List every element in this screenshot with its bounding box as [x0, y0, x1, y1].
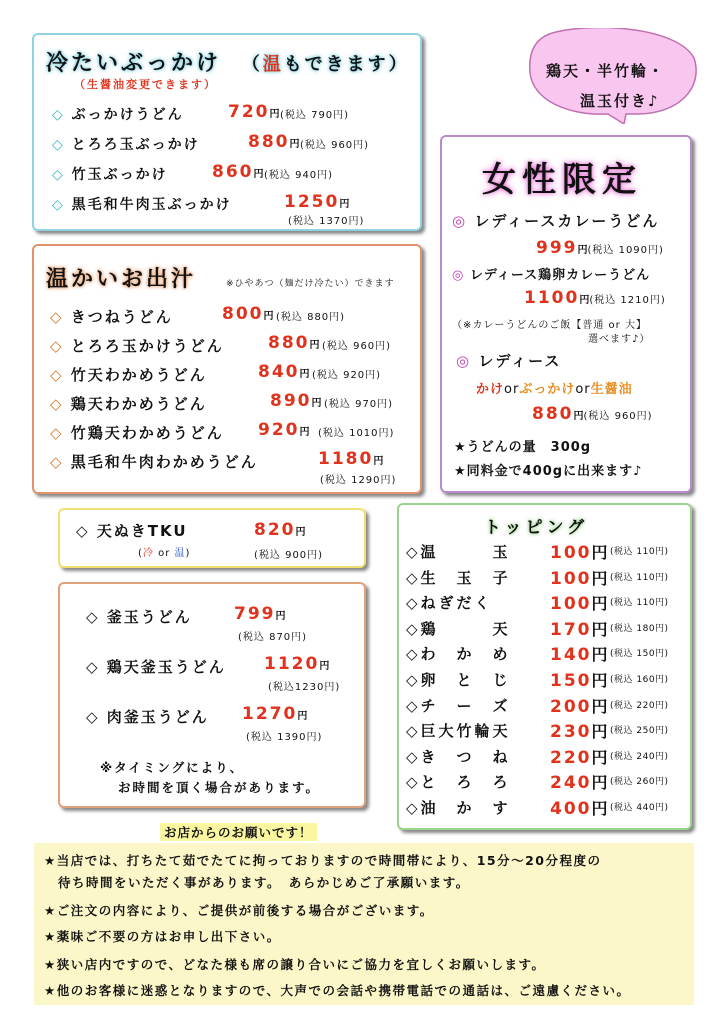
hot-item-name	[50, 364, 207, 385]
cold-item-tax: (税込 790円)	[280, 110, 350, 121]
topping-item-tax: (税込 150円)	[610, 649, 669, 660]
topping-item-tax: (税込 240円)	[610, 751, 669, 762]
kamatama-note1: ※タイミングにより、	[100, 760, 245, 775]
price-value: 100	[550, 568, 592, 589]
topping-item-name: ◇と ろ ろ	[406, 773, 511, 792]
price-value: 230	[550, 722, 592, 743]
notice-line2: 待ち時間をいただく事があります。 あらかじめご了承願います。	[58, 875, 470, 890]
price-value: 200	[550, 696, 592, 717]
topping-item-name: ◇巨大竹輪天	[406, 722, 511, 741]
hot-item-name	[50, 335, 224, 356]
price-value: 400	[550, 799, 592, 819]
hot-item-label: 竹鶏天わかめうどん	[70, 424, 224, 442]
topping-item-price	[550, 566, 610, 589]
tku-temp-options: (冷 or 温)	[138, 548, 191, 559]
yen-label: 円	[319, 661, 330, 672]
hot-title: 温かいお出汁	[46, 267, 197, 292]
diamond-icon: ◇	[86, 658, 100, 676]
notice-line1: ★当店では、打ちたて茹でたてに拘っておりますので時間帯により、15分～20分程度の	[44, 853, 602, 868]
kamatama-item-tax: (税込 870円)	[238, 632, 308, 643]
topping-item-price	[550, 668, 610, 691]
price-value: 1270	[242, 704, 298, 724]
kamatama-item-price	[242, 704, 307, 724]
cold-item-name	[52, 164, 168, 184]
diamond-icon: ◇	[50, 453, 64, 471]
topping-item-tax: (税込 250円)	[610, 726, 669, 737]
hot-item-label: きつねうどん	[70, 308, 173, 326]
topping-item-tax: (税込 440円)	[610, 803, 669, 813]
yen-label: 円	[591, 722, 610, 742]
yen-label: 円	[591, 594, 610, 614]
ladies-item3-price: 880円(税込 960円)	[532, 404, 653, 424]
yen-label: 円	[591, 696, 610, 716]
cold-item-label: ぶっかけうどん	[71, 107, 184, 123]
price-value: 890	[270, 391, 312, 411]
diamond-icon: ◇	[50, 337, 64, 355]
notice-line6: ★他のお客様に迷惑となりますので、大声での会話や携帯電話での通話は、ご遠慮ください。	[44, 983, 631, 998]
cold-item-price	[228, 102, 280, 122]
yen-label: 円	[309, 340, 320, 351]
topping-item-price	[550, 770, 610, 793]
topping-item-tax: (税込 160円)	[610, 675, 669, 685]
yen-label: 円	[591, 773, 610, 793]
price-value: 1120	[264, 654, 320, 674]
kamatama-item-price	[264, 654, 329, 674]
notice-line3: ★ご注文の内容により、ご提供が前後する場合がございます。	[44, 903, 434, 918]
hot-item-price	[258, 420, 310, 440]
topping-item-name: ◇卵 と じ	[406, 671, 511, 689]
hot-item-label: 黒毛和牛肉わかめうどん	[70, 453, 258, 471]
topping-item-name: ◇鶏 天	[406, 619, 511, 638]
yen-label: 円	[591, 619, 610, 639]
tku-tax: (税込 900円)	[254, 550, 324, 561]
yen-label: 円	[591, 543, 610, 562]
diamond-icon: ◇	[86, 708, 100, 726]
hot-item-tax: (税込 960円)	[322, 341, 392, 352]
diamond-icon: ◇	[50, 395, 64, 413]
diamond-icon: ◇	[50, 424, 64, 442]
hot-item-tax: (税込 970円)	[324, 399, 394, 410]
topping-item-name: ◇わ か め	[406, 645, 511, 664]
yen-label: 円	[591, 747, 610, 767]
diamond-icon: ◇	[86, 608, 100, 626]
yen-label: 円	[591, 568, 610, 588]
diamond-icon: ◇	[52, 137, 65, 153]
kamatama-item-price	[234, 604, 286, 624]
diamond-icon: ◇	[52, 167, 65, 183]
cold-item-price	[248, 132, 300, 152]
cold-item-label: とろろ玉ぶっかけ	[71, 137, 200, 153]
price-value: 880	[268, 333, 310, 353]
price-value: 860	[212, 162, 254, 182]
price-value: 799	[234, 604, 276, 624]
cold-title	[46, 46, 410, 77]
yen-label: 円	[275, 611, 286, 622]
topping-item-price	[550, 642, 610, 665]
yen-label: 円	[339, 199, 350, 210]
notice-heading: お店からのお願いです！	[160, 823, 317, 841]
diamond-icon: ◇	[50, 366, 64, 384]
kamatama-item-name	[86, 656, 226, 677]
yen-label: 円	[591, 799, 610, 818]
hot-item-name	[50, 306, 173, 327]
topping-item-price	[550, 540, 610, 563]
ladies-item3-options: かけorぶっかけor生醤油	[476, 382, 633, 397]
hot-item-tax: (税込 1010円)	[318, 428, 395, 439]
topping-item-tax: (税込 110円)	[610, 572, 669, 583]
cold-item-tax: (税込 940円)	[264, 170, 334, 181]
diamond-icon: ◇	[52, 197, 65, 213]
ladies-amount2: ★同料金で400gに出来ます♪	[454, 464, 643, 479]
ladies-amount1: ★うどんの量 300g	[454, 440, 592, 455]
topping-item-tax: (税込 110円)	[610, 598, 669, 609]
topping-item-price	[550, 694, 610, 717]
kamatama-note2: お時間を頂く場合があります。	[118, 780, 321, 795]
price-value: 140	[550, 645, 592, 666]
price-value: 840	[258, 362, 300, 382]
ladies-item3-name: ◎ レディース	[456, 352, 562, 370]
price-value: 800	[222, 304, 264, 324]
cold-item-price	[212, 162, 264, 182]
hot-item-label: とろろ玉かけうどん	[70, 337, 224, 355]
yen-label: 円	[289, 139, 300, 150]
ladies-item2-name: ◎ レディース鶏卵カレーうどん	[452, 268, 651, 283]
topping-item-name: ◇ねぎだく	[406, 594, 493, 613]
topping-item-price	[550, 745, 610, 768]
yen-label: 円	[591, 645, 610, 665]
topping-item-price	[550, 591, 610, 614]
topping-item-name: ◇油 か す	[406, 799, 511, 817]
notice-line5: ★狭い店内ですので、どなた様も席の譲り合いにご協力を宜しくお願いします。	[44, 957, 546, 972]
yen-label: 円	[311, 398, 322, 409]
hot-item-name	[50, 451, 258, 472]
hot-item-price	[222, 304, 274, 324]
price-value: 150	[550, 671, 592, 691]
price-value: 220	[550, 747, 592, 768]
yen-label: 円	[373, 456, 384, 467]
hot-item-name	[50, 422, 224, 443]
cold-item-tax: (税込 960円)	[300, 140, 370, 151]
hot-note: ※ひやあつ（麺だけ冷たい）できます	[226, 279, 395, 289]
ladies-item1-price: 999円(税込 1090円)	[536, 238, 664, 258]
kamatama-item-label: 肉釜玉うどん	[106, 708, 209, 726]
cold-item-label: 竹玉ぶっかけ	[71, 167, 168, 183]
cold-item-name	[52, 134, 200, 154]
yen-label: 円	[591, 671, 610, 690]
diamond-icon: ◇	[50, 308, 64, 326]
topping-item-tax: (税込 180円)	[610, 623, 669, 634]
topping-item-tax: (税込 220円)	[610, 700, 669, 711]
hot-item-tax: (税込 1290円)	[320, 475, 397, 486]
price-value: 240	[550, 773, 592, 794]
yen-label: 円	[253, 169, 264, 180]
price-value: 1180	[318, 449, 374, 469]
ladies-rice-note1: （※カレーうどんのご飯【普通 or 大】	[452, 320, 647, 331]
cold-item-tax: (税込 1370円)	[288, 216, 365, 227]
tku-price: 820円	[254, 520, 306, 540]
cold-subnote: （生醤油変更できます）	[74, 78, 217, 91]
kamatama-item-tax: (税込 1390円)	[246, 732, 323, 743]
kamatama-item-name	[86, 706, 209, 727]
bubble-line1: 鶏天・半竹輪・	[546, 62, 666, 80]
price-value: 720	[228, 102, 270, 122]
yen-label: 円	[299, 369, 310, 380]
cold-title-text: 冷たいぶっかけ	[46, 51, 222, 76]
topping-item-name: ◇温 玉	[406, 543, 511, 561]
yen-label: 円	[263, 311, 274, 322]
hot-item-tax: (税込 880円)	[276, 312, 346, 323]
diamond-icon: ◇	[52, 107, 65, 123]
hot-item-tax: (税込 920円)	[312, 370, 382, 381]
price-value: 100	[550, 543, 592, 563]
topping-item-price	[550, 719, 610, 742]
kamatama-item-label: 鶏天釜玉うどん	[106, 658, 226, 676]
notice-panel	[34, 843, 694, 1005]
ladies-item1-name: ◎ レディースカレーうどん	[452, 212, 660, 230]
yen-label: 円	[299, 427, 310, 438]
tku-name: ◇ 天ぬきTKU	[76, 522, 188, 540]
topping-item-name: ◇生 玉 子	[406, 568, 511, 587]
bubble-line2: 温玉付き♪	[580, 92, 660, 110]
topping-item-tax: (税込 110円)	[610, 547, 669, 557]
price-value: 1250	[284, 192, 340, 212]
price-value: 100	[550, 594, 592, 615]
ladies-item2-price: 1100円(税込 1210円)	[524, 288, 666, 308]
topping-item-price	[550, 796, 610, 819]
hot-item-label: 鶏天わかめうどん	[70, 395, 207, 413]
kamatama-item-tax: (税込1230円)	[268, 682, 341, 693]
topping-item-tax: (税込 260円)	[610, 777, 669, 788]
ladies-title: 女性限定	[482, 160, 642, 200]
topping-item-name: ◇き つ ね	[406, 747, 511, 766]
kamatama-item-label: 釜玉うどん	[106, 608, 192, 626]
ladies-rice-note2: 選べます♪）	[588, 334, 651, 345]
cold-title-note: （温もできます）	[241, 54, 410, 75]
yen-label: 円	[297, 711, 308, 722]
hot-item-label: 竹天わかめうどん	[70, 366, 207, 384]
topping-title: トッピング	[484, 518, 589, 538]
hot-item-price	[270, 391, 322, 411]
hot-item-name	[50, 393, 207, 414]
yen-label: 円	[269, 109, 280, 120]
cold-item-name	[52, 104, 184, 124]
hot-item-price	[258, 362, 310, 382]
kamatama-item-name	[86, 606, 192, 627]
hot-item-price	[318, 449, 383, 469]
notice-line4: ★薬味ご不要の方はお申し出下さい。	[44, 929, 281, 944]
price-value: 170	[550, 619, 592, 640]
cold-item-label: 黒毛和牛肉玉ぶっかけ	[71, 197, 232, 213]
topping-item-name: ◇チ ー ズ	[406, 696, 511, 715]
hot-item-price	[268, 333, 320, 353]
cold-item-name	[52, 194, 232, 214]
cold-item-price	[284, 192, 349, 212]
price-value: 880	[248, 132, 290, 152]
price-value: 920	[258, 420, 300, 440]
topping-item-price	[550, 617, 610, 640]
